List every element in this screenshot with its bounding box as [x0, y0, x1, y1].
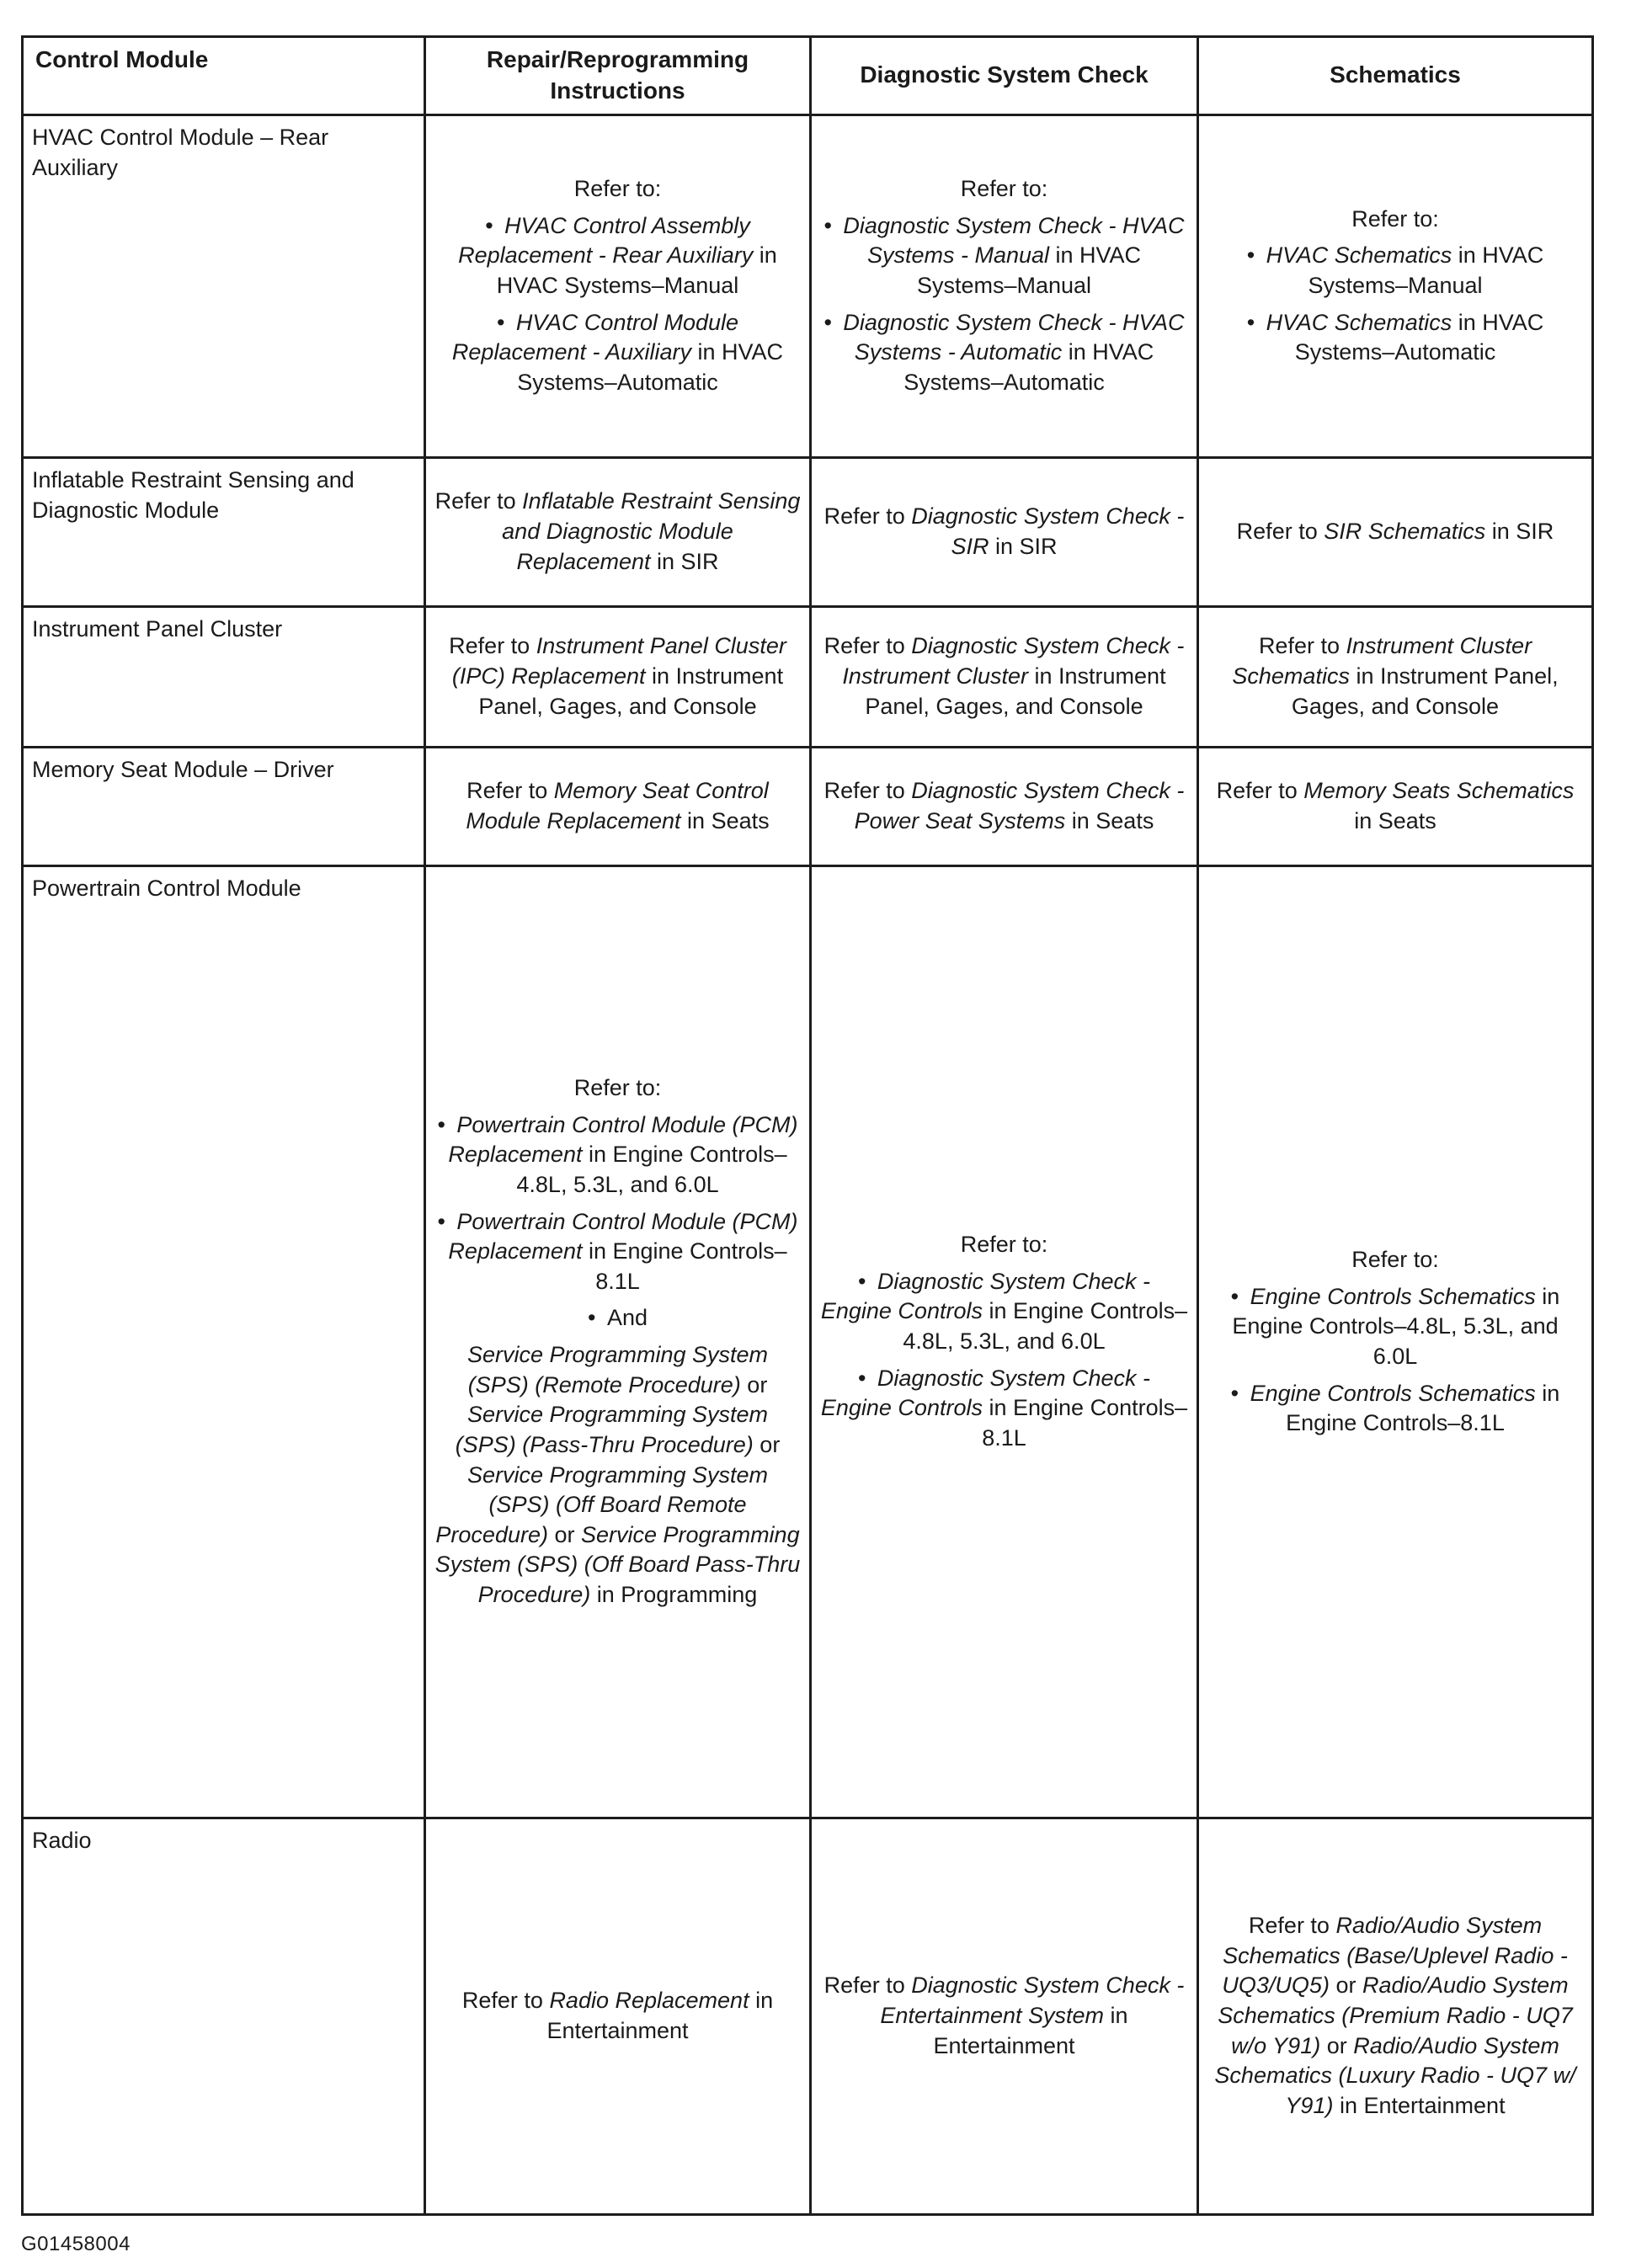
paragraph: Refer to SIR Schematics in SIR — [1236, 519, 1554, 545]
table-row — [23, 457, 1593, 606]
bullet-item: • Engine Controls Schematics in Engine Controls–4.8L, 5.3L, and 6.0L — [1230, 1283, 1560, 1369]
paragraph: Service Programming System (SPS) (Remote Procedure) or Service Programming System (SPS) (Pass-Thru Procedure) or Service Programming System (SPS) (Off Board Remote Procedure) or Service Programming System (SPS) (Off Board Pass-Thru Procedure) in Programming — [434, 1342, 801, 1608]
bullet-item: • Diagnostic System Check - Engine Controls in Engine Controls–8.1L — [820, 1365, 1188, 1451]
bullet-item: • HVAC Control Assembly Replacement - Rear Auxiliary in HVAC Systems–Manual — [458, 212, 777, 299]
module-name-cell: Instrument Panel Cluster — [23, 606, 425, 747]
bullet-item: • HVAC Control Module Replacement - Auxiliary in HVAC Systems–Automatic — [451, 309, 784, 395]
table-row — [23, 865, 1593, 1818]
bullet-item: • Powertrain Control Module (PCM) Replacement in Engine Controls–8.1L — [437, 1208, 798, 1294]
schematics-cell — [1198, 1818, 1593, 2214]
paragraph: Refer to Memory Seat Control Module Replacement in Seats — [466, 778, 770, 833]
control-module-table — [21, 35, 1594, 2216]
header-diagnostic-system-check: Diagnostic System Check — [811, 37, 1198, 115]
bullet-item: • Diagnostic System Check - HVAC Systems - Automatic in HVAC Systems–Automatic — [823, 309, 1185, 395]
repair-cell — [425, 606, 811, 747]
table-body — [23, 114, 1593, 2214]
paragraph: Refer to: — [573, 1075, 662, 1101]
table-row — [23, 606, 1593, 747]
bullet-item: • Powertrain Control Module (PCM) Replacement in Engine Controls–4.8L, 5.3L, and 6.0L — [437, 1111, 798, 1197]
module-name-cell: Memory Seat Module – Driver — [23, 747, 425, 865]
paragraph: Refer to: — [960, 176, 1048, 202]
paragraph: Refer to: — [1351, 1247, 1439, 1273]
repair-cell — [425, 1818, 811, 2214]
bullet-item: • Diagnostic System Check - Engine Controls in Engine Controls–4.8L, 5.3L, and 6.0L — [820, 1268, 1188, 1355]
module-name-cell: Powertrain Control Module — [23, 865, 425, 1818]
module-name-cell: Radio — [23, 1818, 425, 2214]
repair-cell — [425, 747, 811, 865]
table-row — [23, 1818, 1593, 2214]
paragraph: Refer to Diagnostic System Check - Instrument Cluster in Instrument Panel, Gages, and Console — [823, 633, 1185, 719]
paragraph: Refer to Radio/Audio System Schematics (Base/Uplevel Radio - UQ3/UQ5) or Radio/Audio System Schematics (Premium Radio - UQ7 w/o Y91) or Radio/Audio System Schematics (Luxury Radio - UQ7 w/ Y91) in Entertainment — [1214, 1913, 1576, 2118]
paragraph: Refer to Radio Replacement in Entertainment — [461, 1988, 774, 2043]
schematics-cell — [1198, 606, 1593, 747]
diagnostic-cell — [811, 1818, 1198, 2214]
diagnostic-cell — [811, 457, 1198, 606]
paragraph: Refer to Instrument Cluster Schematics in Instrument Panel, Gages, and Console — [1232, 633, 1559, 719]
paragraph: Refer to Diagnostic System Check - Entertainment System in Entertainment — [823, 1973, 1185, 2058]
bullet-item: • Diagnostic System Check - HVAC Systems - Manual in HVAC Systems–Manual — [823, 212, 1185, 299]
bullet-item: • HVAC Schematics in HVAC Systems–Automatic — [1246, 309, 1544, 365]
paragraph: Refer to Diagnostic System Check - SIR in SIR — [823, 503, 1185, 559]
header-schematics: Schematics — [1198, 37, 1593, 115]
diagnostic-cell — [811, 606, 1198, 747]
module-name-cell: Inflatable Restraint Sensing and Diagnostic Module — [23, 457, 425, 606]
schematics-cell — [1198, 747, 1593, 865]
paragraph: Refer to: — [573, 176, 662, 202]
repair-cell — [425, 865, 811, 1818]
header-repair-instructions: Repair/Reprogramming Instructions — [425, 37, 811, 115]
diagnostic-cell — [811, 114, 1198, 457]
diagnostic-cell — [811, 747, 1198, 865]
table-row — [23, 114, 1593, 457]
figure-label: G01458004 — [21, 2232, 131, 2255]
schematics-cell — [1198, 865, 1593, 1818]
schematics-cell — [1198, 457, 1593, 606]
table-row — [23, 747, 1593, 865]
header-row — [23, 37, 1593, 115]
repair-cell — [425, 114, 811, 457]
bullet-item: • Engine Controls Schematics in Engine Controls–8.1L — [1230, 1380, 1560, 1436]
paragraph: Refer to Diagnostic System Check - Power Seat Systems in Seats — [823, 778, 1185, 833]
bullet-item: • And — [588, 1305, 648, 1331]
diagnostic-cell — [811, 865, 1198, 1818]
paragraph: Refer to Instrument Panel Cluster (IPC) Replacement in Instrument Panel, Gages, and Console — [449, 633, 786, 719]
schematics-cell — [1198, 114, 1593, 457]
table-header — [23, 37, 1593, 115]
repair-cell — [425, 457, 811, 606]
paragraph: Refer to Inflatable Restraint Sensing and Diagnostic Module Replacement in SIR — [434, 488, 801, 574]
header-control-module: Control Module — [23, 37, 425, 115]
paragraph: Refer to: — [960, 1232, 1048, 1258]
bullet-item: • HVAC Schematics in HVAC Systems–Manual — [1246, 242, 1544, 299]
paragraph: Refer to: — [1351, 205, 1439, 232]
paragraph: Refer to Memory Seats Schematics in Seats — [1216, 778, 1575, 833]
module-name-cell: HVAC Control Module – Rear Auxiliary — [23, 114, 425, 457]
